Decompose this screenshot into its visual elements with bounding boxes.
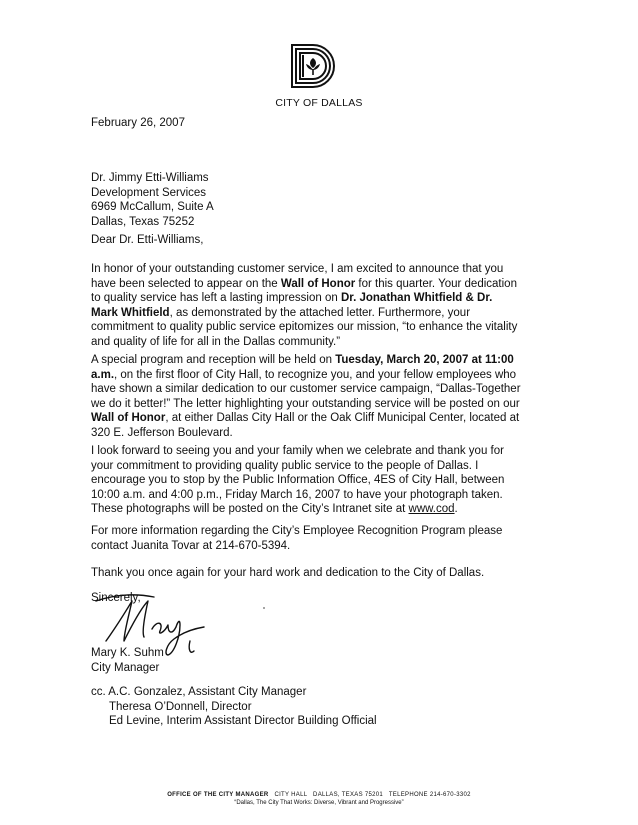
salutation: Dear Dr. Etti-Williams, — [91, 234, 204, 246]
cc-line: Theresa O’Donnell, Director — [109, 700, 252, 713]
recipient-name: Dr. Jimmy Etti-Williams — [91, 172, 209, 184]
signer-name: Mary K. Suhm — [91, 647, 164, 659]
paragraph-photograph: I look forward to seeing you and your family when we celebrate and thank you for your commitment to providing quality public service to the people of Dallas. I encourage you to stop by the Public Information Office, 4ES of City Hall, between 10:00 a.m. and 4:00 p.m., Friday March 16, 2007 to have your photograph taken. These photographs will be posted on the City’s Intranet site at www.cod. — [91, 445, 505, 515]
signer-title: City Manager — [91, 661, 160, 674]
paragraph-contact: For more information regarding the City’s Employee Recognition Program please contact Juanita Tovar at 214-670-5394. — [91, 525, 503, 552]
intranet-link[interactable]: www.cod — [408, 503, 455, 515]
city-of-dallas-logo-icon — [289, 43, 343, 89]
paragraph-wall-of-honor: In honor of your outstanding customer service, I am excited to announce that you have been selected to appear on the Wall of Honor for this quarter. Your dedication to quality service has left a lasting impression on Dr. Jonathan Whitfield & Dr. Mark Whitfield, as demonstrated by the attached letter. Furthermore, your commitment to quality public service epitomizes our mission, “to enhance the vitality and quality of life for all in the Dallas community.” — [91, 263, 518, 348]
organization-name: CITY OF DALLAS — [275, 97, 363, 109]
signer-block — [91, 646, 164, 675]
paragraph-reception: A special program and reception will be held on Tuesday, March 20, 2007 at 11:00 a.m., on the first floor of City Hall, to recognize you, and your fellow employees who have shown a similar dedication to our customer service campaign, “Dallas-Together we do it better!” The letter highlighting your outstanding service will be posted on our Wall of Honor, at either Dallas City Hall or the Oak Cliff Municipal Center, located at 320 E. Jefferson Boulevard. — [91, 354, 521, 439]
letter-date: February 26, 2007 — [91, 117, 185, 129]
recipient-street: 6969 McCallum, Suite A — [91, 201, 214, 213]
footer-motto: “Dallas, The City That Works: Diverse, Vibrant and Progressive” — [234, 800, 404, 806]
paragraph-thanks: Thank you once again for your hard work and dedication to the City of Dallas. — [91, 567, 485, 579]
footer-address: OFFICE OF THE CITY MANAGER CITY HALL DALLAS, TEXAS 75201 TELEPHONE 214-670-3302 — [167, 792, 471, 798]
recipient-department: Development Services — [91, 186, 207, 199]
recipient-address — [91, 171, 214, 229]
cc-list — [91, 685, 377, 729]
recipient-city: Dallas, Texas 75252 — [91, 215, 195, 228]
cc-line: Ed Levine, Interim Assistant Director Building Official — [109, 715, 377, 727]
stray-mark — [263, 607, 265, 609]
closing: Sincerely, — [91, 592, 141, 604]
cc-line: cc. A.C. Gonzalez, Assistant City Manager — [91, 686, 307, 698]
